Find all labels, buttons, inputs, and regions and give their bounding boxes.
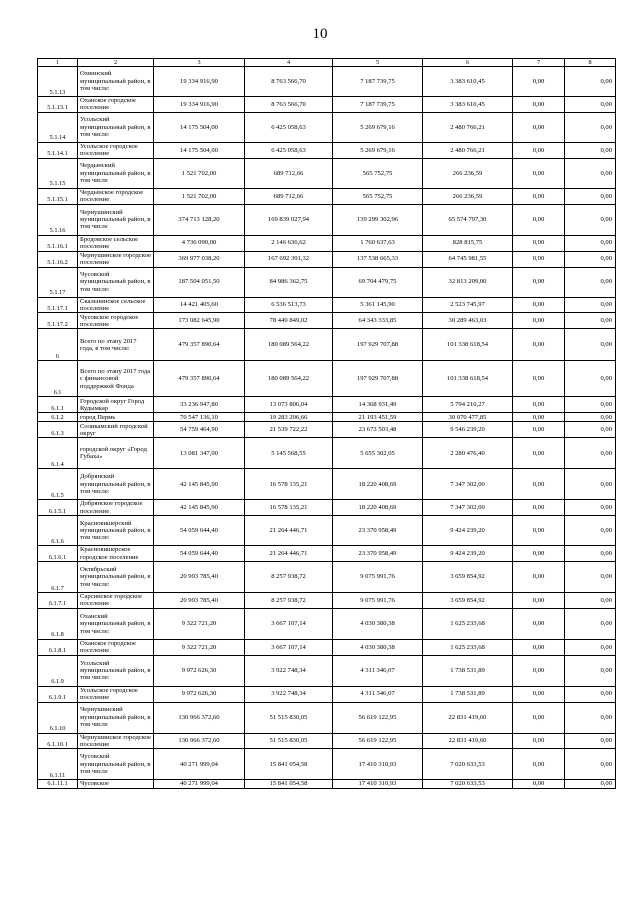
municipality-name: городской округ «Город Губаха» bbox=[78, 438, 154, 469]
municipality-name: Оханское городское поселение bbox=[78, 97, 154, 113]
table-row bbox=[38, 749, 616, 780]
extra-amount-7: 0,00 bbox=[513, 413, 565, 422]
fund-amount: 8 763 566,70 bbox=[245, 67, 333, 97]
total-amount: 33 236 947,80 bbox=[154, 397, 245, 413]
local-budget-amount: 65 574 797,30 bbox=[423, 204, 513, 235]
regional-budget-amount: 21 193 451,59 bbox=[333, 413, 423, 422]
extra-amount-7: 0,00 bbox=[513, 655, 565, 686]
regional-budget-amount: 4 311 346,07 bbox=[333, 686, 423, 702]
row-code: 6.1.9.1 bbox=[38, 686, 78, 702]
extra-amount-7: 0,00 bbox=[513, 702, 565, 733]
extra-amount-7: 0,00 bbox=[513, 329, 565, 361]
local-budget-amount: 7 020 633,53 bbox=[423, 780, 513, 788]
row-code: 5.1.17.2 bbox=[38, 313, 78, 329]
local-budget-amount: 3 659 854,92 bbox=[423, 562, 513, 593]
page-number: 10 bbox=[312, 26, 328, 42]
extra-amount-8: 0,00 bbox=[565, 500, 616, 516]
column-number: 2 bbox=[78, 59, 154, 67]
municipality-name: город Пермь bbox=[78, 413, 154, 422]
total-amount: 369 977 038,20 bbox=[154, 251, 245, 267]
table-row bbox=[38, 251, 616, 267]
total-amount: 19 334 916,90 bbox=[154, 67, 245, 97]
table-row bbox=[38, 593, 616, 609]
extra-amount-8: 0,00 bbox=[565, 142, 616, 158]
table-row bbox=[38, 780, 616, 788]
local-budget-amount: 828 815,75 bbox=[423, 235, 513, 251]
fund-amount: 19 283 206,66 bbox=[245, 413, 333, 422]
regional-budget-amount: 14 368 931,49 bbox=[333, 397, 423, 413]
total-amount: 20 993 785,40 bbox=[154, 562, 245, 593]
local-budget-amount: 7 347 302,00 bbox=[423, 500, 513, 516]
row-code: 5.1.15.1 bbox=[38, 188, 78, 204]
extra-amount-8: 0,00 bbox=[565, 546, 616, 562]
table-row bbox=[38, 562, 616, 593]
regional-budget-amount: 565 752,75 bbox=[333, 158, 423, 188]
fund-amount: 16 578 135,21 bbox=[245, 469, 333, 500]
table-row bbox=[38, 297, 616, 313]
regional-budget-amount: 9 075 991,76 bbox=[333, 593, 423, 609]
extra-amount-7: 0,00 bbox=[513, 97, 565, 113]
total-amount: 54 059 644,40 bbox=[154, 546, 245, 562]
row-code: 6.1 bbox=[38, 361, 78, 397]
table-row bbox=[38, 413, 616, 422]
row-code: 5.1.14 bbox=[38, 112, 78, 142]
local-budget-amount: 266 236,59 bbox=[423, 158, 513, 188]
extra-amount-8: 0,00 bbox=[565, 733, 616, 749]
extra-amount-8: 0,00 bbox=[565, 267, 616, 297]
total-amount: 130 966 372,60 bbox=[154, 733, 245, 749]
municipality-name: Чусовской муниципальный район, в том числе bbox=[78, 749, 154, 780]
fund-amount: 3 667 107,14 bbox=[245, 639, 333, 655]
extra-amount-7: 0,00 bbox=[513, 112, 565, 142]
total-amount: 187 504 051,50 bbox=[154, 267, 245, 297]
total-amount: 9 322 721,20 bbox=[154, 639, 245, 655]
row-code: 6.1.5.1 bbox=[38, 500, 78, 516]
table-row bbox=[38, 702, 616, 733]
extra-amount-8: 0,00 bbox=[565, 188, 616, 204]
regional-budget-amount: 5 269 679,16 bbox=[333, 112, 423, 142]
extra-amount-7: 0,00 bbox=[513, 546, 565, 562]
column-number: 4 bbox=[245, 59, 333, 67]
row-code: 6.1.11.1 bbox=[38, 780, 78, 788]
total-amount: 54 759 464,90 bbox=[154, 422, 245, 438]
extra-amount-8: 0,00 bbox=[565, 235, 616, 251]
municipality-name: Добрянский муниципальный район, в том числе: bbox=[78, 469, 154, 500]
fund-amount: 3 667 107,14 bbox=[245, 608, 333, 639]
column-number: 5 bbox=[333, 59, 423, 67]
local-budget-amount: 266 236,59 bbox=[423, 188, 513, 204]
total-amount: 1 521 702,00 bbox=[154, 188, 245, 204]
local-budget-amount: 2 523 745,97 bbox=[423, 297, 513, 313]
row-code: 6.1.6 bbox=[38, 516, 78, 546]
total-amount: 20 993 785,40 bbox=[154, 593, 245, 609]
row-code: 6 bbox=[38, 329, 78, 361]
extra-amount-8: 0,00 bbox=[565, 593, 616, 609]
regional-budget-amount: 23 673 503,48 bbox=[333, 422, 423, 438]
total-amount: 9 322 721,20 bbox=[154, 608, 245, 639]
row-code: 6.1.7 bbox=[38, 562, 78, 593]
column-number: 1 bbox=[38, 59, 78, 67]
row-code: 6.1.8.1 bbox=[38, 639, 78, 655]
extra-amount-7: 0,00 bbox=[513, 361, 565, 397]
extra-amount-7: 0,00 bbox=[513, 500, 565, 516]
total-amount: 70 547 136,10 bbox=[154, 413, 245, 422]
total-amount: 42 145 845,90 bbox=[154, 500, 245, 516]
municipality-name: Бродовское сельское поселение bbox=[78, 235, 154, 251]
total-amount: 130 966 372,60 bbox=[154, 702, 245, 733]
regional-budget-amount: 137 538 665,33 bbox=[333, 251, 423, 267]
row-code: 6.1.11 bbox=[38, 749, 78, 780]
table-row bbox=[38, 361, 616, 397]
extra-amount-8: 0,00 bbox=[565, 329, 616, 361]
extra-amount-7: 0,00 bbox=[513, 158, 565, 188]
extra-amount-8: 0,00 bbox=[565, 639, 616, 655]
municipality-name: Сарсинское городское поселение bbox=[78, 593, 154, 609]
regional-budget-amount: 17 410 310,93 bbox=[333, 780, 423, 788]
extra-amount-8: 0,00 bbox=[565, 469, 616, 500]
municipality-name: Охвинский муниципальный район, в том числе: bbox=[78, 67, 154, 97]
total-amount: 1 521 702,00 bbox=[154, 158, 245, 188]
fund-amount: 8 763 566,70 bbox=[245, 97, 333, 113]
row-code: 5.1.17 bbox=[38, 267, 78, 297]
extra-amount-8: 0,00 bbox=[565, 686, 616, 702]
municipality-name: Соликамский городской округ bbox=[78, 422, 154, 438]
fund-amount: 6 536 513,73 bbox=[245, 297, 333, 313]
local-budget-amount: 64 745 981,55 bbox=[423, 251, 513, 267]
local-budget-amount: 9 424 239,20 bbox=[423, 546, 513, 562]
regional-budget-amount: 7 187 739,75 bbox=[333, 97, 423, 113]
local-budget-amount: 3 383 610,45 bbox=[423, 97, 513, 113]
row-code: 6.1.10 bbox=[38, 702, 78, 733]
fund-amount: 3 922 748,34 bbox=[245, 655, 333, 686]
fund-amount: 21 264 446,71 bbox=[245, 516, 333, 546]
table-row bbox=[38, 313, 616, 329]
extra-amount-8: 0,00 bbox=[565, 361, 616, 397]
local-budget-amount: 1 738 531,89 bbox=[423, 655, 513, 686]
extra-amount-7: 0,00 bbox=[513, 780, 565, 788]
local-budget-amount: 22 831 419,60 bbox=[423, 702, 513, 733]
regional-budget-amount: 18 220 408,69 bbox=[333, 500, 423, 516]
municipality-name: Оханское городское поселение bbox=[78, 639, 154, 655]
regional-budget-amount: 4 030 380,38 bbox=[333, 639, 423, 655]
fund-amount: 3 922 748,34 bbox=[245, 686, 333, 702]
local-budget-amount: 32 813 209,00 bbox=[423, 267, 513, 297]
regional-budget-amount: 23 370 958,49 bbox=[333, 516, 423, 546]
fund-amount: 13 073 806,04 bbox=[245, 397, 333, 413]
row-code: 6.1.2 bbox=[38, 413, 78, 422]
local-budget-amount: 9 546 239,20 bbox=[423, 422, 513, 438]
extra-amount-7: 0,00 bbox=[513, 749, 565, 780]
extra-amount-8: 0,00 bbox=[565, 158, 616, 188]
total-amount: 40 271 999,04 bbox=[154, 780, 245, 788]
extra-amount-7: 0,00 bbox=[513, 608, 565, 639]
total-amount: 9 972 626,30 bbox=[154, 686, 245, 702]
table-row bbox=[38, 608, 616, 639]
table-row bbox=[38, 639, 616, 655]
municipality-name: Чусовской муниципальный район, в том числе: bbox=[78, 267, 154, 297]
regional-budget-amount: 64 343 333,85 bbox=[333, 313, 423, 329]
municipality-name: Всего по этапу 2017 года, в том числе: bbox=[78, 329, 154, 361]
regional-budget-amount: 17 410 310,93 bbox=[333, 749, 423, 780]
row-code: 6.1.3 bbox=[38, 422, 78, 438]
total-amount: 14 175 504,00 bbox=[154, 142, 245, 158]
row-code: 6.1.9 bbox=[38, 655, 78, 686]
table-row bbox=[38, 655, 616, 686]
fund-amount: 6 425 058,63 bbox=[245, 112, 333, 142]
local-budget-amount: 2 280 476,40 bbox=[423, 438, 513, 469]
table-row bbox=[38, 67, 616, 97]
municipality-name: Чернушинское городское поселение bbox=[78, 733, 154, 749]
total-amount: 479 357 890,64 bbox=[154, 361, 245, 397]
total-amount: 479 357 890,64 bbox=[154, 329, 245, 361]
extra-amount-7: 0,00 bbox=[513, 469, 565, 500]
extra-amount-7: 0,00 bbox=[513, 67, 565, 97]
regional-budget-amount: 9 075 991,76 bbox=[333, 562, 423, 593]
fund-amount: 180 089 564,22 bbox=[245, 329, 333, 361]
total-amount: 19 334 916,90 bbox=[154, 97, 245, 113]
fund-amount: 167 692 391,32 bbox=[245, 251, 333, 267]
local-budget-amount: 1 625 233,68 bbox=[423, 639, 513, 655]
regional-budget-amount: 197 929 707,88 bbox=[333, 329, 423, 361]
extra-amount-7: 0,00 bbox=[513, 516, 565, 546]
row-code: 6.1.7.1 bbox=[38, 593, 78, 609]
municipality-name: Чердынский муниципальный район, в том числе bbox=[78, 158, 154, 188]
regional-budget-amount: 1 760 637,63 bbox=[333, 235, 423, 251]
extra-amount-8: 0,00 bbox=[565, 313, 616, 329]
regional-budget-amount: 5 361 145,90 bbox=[333, 297, 423, 313]
table-row bbox=[38, 546, 616, 562]
fund-amount: 8 257 938,72 bbox=[245, 593, 333, 609]
extra-amount-8: 0,00 bbox=[565, 608, 616, 639]
extra-amount-8: 0,00 bbox=[565, 516, 616, 546]
total-amount: 9 972 626,30 bbox=[154, 655, 245, 686]
extra-amount-8: 0,00 bbox=[565, 702, 616, 733]
column-number: 7 bbox=[513, 59, 565, 67]
regional-budget-amount: 4 030 380,38 bbox=[333, 608, 423, 639]
table-row bbox=[38, 112, 616, 142]
row-code: 5.1.16.1 bbox=[38, 235, 78, 251]
municipality-name: Усольское городское поселение bbox=[78, 142, 154, 158]
regional-budget-amount: 23 370 958,49 bbox=[333, 546, 423, 562]
column-number-row bbox=[38, 59, 616, 67]
extra-amount-7: 0,00 bbox=[513, 251, 565, 267]
extra-amount-7: 0,00 bbox=[513, 313, 565, 329]
row-code: 5.1.17.1 bbox=[38, 297, 78, 313]
table-row bbox=[38, 97, 616, 113]
extra-amount-8: 0,00 bbox=[565, 67, 616, 97]
extra-amount-7: 0,00 bbox=[513, 188, 565, 204]
total-amount: 42 145 845,90 bbox=[154, 469, 245, 500]
row-code: 6.1.10.1 bbox=[38, 733, 78, 749]
regional-budget-amount: 565 752,75 bbox=[333, 188, 423, 204]
column-number: 6 bbox=[423, 59, 513, 67]
table-row bbox=[38, 204, 616, 235]
table-row bbox=[38, 733, 616, 749]
local-budget-amount: 30 289 463,03 bbox=[423, 313, 513, 329]
column-number: 3 bbox=[154, 59, 245, 67]
extra-amount-7: 0,00 bbox=[513, 142, 565, 158]
regional-budget-amount: 18 220 408,69 bbox=[333, 469, 423, 500]
table-row bbox=[38, 158, 616, 188]
extra-amount-7: 0,00 bbox=[513, 297, 565, 313]
row-code: 6.1.6.1 bbox=[38, 546, 78, 562]
regional-budget-amount: 5 269 679,16 bbox=[333, 142, 423, 158]
extra-amount-8: 0,00 bbox=[565, 97, 616, 113]
extra-amount-7: 0,00 bbox=[513, 267, 565, 297]
local-budget-amount: 1 625 233,68 bbox=[423, 608, 513, 639]
fund-amount: 169 839 027,94 bbox=[245, 204, 333, 235]
local-budget-amount: 30 070 477,85 bbox=[423, 413, 513, 422]
fund-amount: 15 841 054,58 bbox=[245, 780, 333, 788]
regional-budget-amount: 5 655 302,05 bbox=[333, 438, 423, 469]
municipality-name: Оханский муниципальный район, в том числе: bbox=[78, 608, 154, 639]
municipality-name: Усольский муниципальный район, в том числе: bbox=[78, 112, 154, 142]
table-row bbox=[38, 188, 616, 204]
fund-amount: 51 515 830,05 bbox=[245, 702, 333, 733]
table-row bbox=[38, 397, 616, 413]
fund-amount: 5 145 568,55 bbox=[245, 438, 333, 469]
municipality-name: Всего по этапу 2017 года с финансовой поддержкой Фонда bbox=[78, 361, 154, 397]
table-row bbox=[38, 142, 616, 158]
extra-amount-8: 0,00 bbox=[565, 112, 616, 142]
local-budget-amount: 101 338 618,54 bbox=[423, 329, 513, 361]
extra-amount-7: 0,00 bbox=[513, 397, 565, 413]
fund-amount: 21 264 446,71 bbox=[245, 546, 333, 562]
fund-amount: 180 089 564,22 bbox=[245, 361, 333, 397]
local-budget-amount: 3 383 610,45 bbox=[423, 67, 513, 97]
local-budget-amount: 9 424 239,20 bbox=[423, 516, 513, 546]
local-budget-amount: 7 347 302,00 bbox=[423, 469, 513, 500]
extra-amount-7: 0,00 bbox=[513, 204, 565, 235]
municipality-name: Городской округ Город Кудымкар bbox=[78, 397, 154, 413]
table-row bbox=[38, 469, 616, 500]
fund-amount: 689 712,66 bbox=[245, 158, 333, 188]
table-row bbox=[38, 329, 616, 361]
row-code: 6.1.8 bbox=[38, 608, 78, 639]
municipality-name: Усольское городское поселение bbox=[78, 686, 154, 702]
extra-amount-8: 0,00 bbox=[565, 397, 616, 413]
local-budget-amount: 3 659 854,92 bbox=[423, 593, 513, 609]
table-row bbox=[38, 516, 616, 546]
fund-amount: 84 986 362,75 bbox=[245, 267, 333, 297]
municipality-name: Добрянское городское поселение bbox=[78, 500, 154, 516]
municipality-name: Красновишерское городское поселение bbox=[78, 546, 154, 562]
extra-amount-7: 0,00 bbox=[513, 593, 565, 609]
extra-amount-8: 0,00 bbox=[565, 780, 616, 788]
municipality-name: Чернушинское городское поселение bbox=[78, 251, 154, 267]
table-row bbox=[38, 235, 616, 251]
regional-budget-amount: 56 619 122,95 bbox=[333, 733, 423, 749]
extra-amount-7: 0,00 bbox=[513, 562, 565, 593]
row-code: 5.1.16 bbox=[38, 204, 78, 235]
total-amount: 4 736 090,00 bbox=[154, 235, 245, 251]
extra-amount-8: 0,00 bbox=[565, 749, 616, 780]
regional-budget-amount: 56 619 122,95 bbox=[333, 702, 423, 733]
row-code: 6.1.1 bbox=[38, 397, 78, 413]
fund-amount: 16 578 135,21 bbox=[245, 500, 333, 516]
program-finance-table bbox=[37, 58, 616, 789]
municipality-name: Чернушинский муниципальный район, в том числе bbox=[78, 702, 154, 733]
regional-budget-amount: 139 299 302,96 bbox=[333, 204, 423, 235]
fund-amount: 2 146 636,62 bbox=[245, 235, 333, 251]
fund-amount: 8 257 938,72 bbox=[245, 562, 333, 593]
municipality-name: Чусовское bbox=[78, 780, 154, 788]
fund-amount: 51 515 830,05 bbox=[245, 733, 333, 749]
table-row bbox=[38, 686, 616, 702]
local-budget-amount: 1 738 531,89 bbox=[423, 686, 513, 702]
municipality-name: Скальнинское сельское поселение bbox=[78, 297, 154, 313]
extra-amount-7: 0,00 bbox=[513, 235, 565, 251]
extra-amount-7: 0,00 bbox=[513, 639, 565, 655]
extra-amount-8: 0,00 bbox=[565, 297, 616, 313]
fund-amount: 6 425 058,63 bbox=[245, 142, 333, 158]
extra-amount-7: 0,00 bbox=[513, 438, 565, 469]
total-amount: 40 271 999,04 bbox=[154, 749, 245, 780]
fund-amount: 15 841 054,58 bbox=[245, 749, 333, 780]
column-number: 8 bbox=[565, 59, 616, 67]
local-budget-amount: 7 020 633,53 bbox=[423, 749, 513, 780]
total-amount: 374 713 128,20 bbox=[154, 204, 245, 235]
extra-amount-7: 0,00 bbox=[513, 422, 565, 438]
municipality-name: Красновишерский муниципальный район, в том числе: bbox=[78, 516, 154, 546]
row-code: 6.1.5 bbox=[38, 469, 78, 500]
local-budget-amount: 5 794 210,27 bbox=[423, 397, 513, 413]
extra-amount-8: 0,00 bbox=[565, 204, 616, 235]
row-code: 5.1.13.1 bbox=[38, 97, 78, 113]
row-code: 5.1.14.1 bbox=[38, 142, 78, 158]
extra-amount-7: 0,00 bbox=[513, 733, 565, 749]
fund-amount: 689 712,66 bbox=[245, 188, 333, 204]
row-code: 5.1.16.2 bbox=[38, 251, 78, 267]
municipality-name: Чердынское городское поселение bbox=[78, 188, 154, 204]
extra-amount-8: 0,00 bbox=[565, 422, 616, 438]
extra-amount-8: 0,00 bbox=[565, 413, 616, 422]
row-code: 5.1.13 bbox=[38, 67, 78, 97]
local-budget-amount: 2 480 766,21 bbox=[423, 142, 513, 158]
row-code: 6.1.4 bbox=[38, 438, 78, 469]
fund-amount: 21 539 722,22 bbox=[245, 422, 333, 438]
extra-amount-8: 0,00 bbox=[565, 655, 616, 686]
total-amount: 14 421 405,60 bbox=[154, 297, 245, 313]
municipality-name: Чернушинский муниципальный район, в том числе bbox=[78, 204, 154, 235]
regional-budget-amount: 69 704 479,75 bbox=[333, 267, 423, 297]
extra-amount-8: 0,00 bbox=[565, 251, 616, 267]
table-row bbox=[38, 422, 616, 438]
fund-amount: 78 449 849,02 bbox=[245, 313, 333, 329]
table-row bbox=[38, 438, 616, 469]
total-amount: 54 059 644,40 bbox=[154, 516, 245, 546]
total-amount: 173 082 645,90 bbox=[154, 313, 245, 329]
local-budget-amount: 22 831 419,60 bbox=[423, 733, 513, 749]
municipality-name: Октябрьский муниципальный район, в том числе: bbox=[78, 562, 154, 593]
extra-amount-8: 0,00 bbox=[565, 438, 616, 469]
total-amount: 13 081 347,00 bbox=[154, 438, 245, 469]
regional-budget-amount: 197 929 707,88 bbox=[333, 361, 423, 397]
regional-budget-amount: 4 311 346,07 bbox=[333, 655, 423, 686]
extra-amount-8: 0,00 bbox=[565, 562, 616, 593]
local-budget-amount: 2 480 766,21 bbox=[423, 112, 513, 142]
table-row bbox=[38, 500, 616, 516]
total-amount: 14 175 504,00 bbox=[154, 112, 245, 142]
row-code: 5.1.15 bbox=[38, 158, 78, 188]
regional-budget-amount: 7 187 739,75 bbox=[333, 67, 423, 97]
municipality-name: Усольский муниципальный район, в том числе: bbox=[78, 655, 154, 686]
local-budget-amount: 101 338 618,54 bbox=[423, 361, 513, 397]
extra-amount-7: 0,00 bbox=[513, 686, 565, 702]
municipality-name: Чусовское городское поселение bbox=[78, 313, 154, 329]
table-row bbox=[38, 267, 616, 297]
